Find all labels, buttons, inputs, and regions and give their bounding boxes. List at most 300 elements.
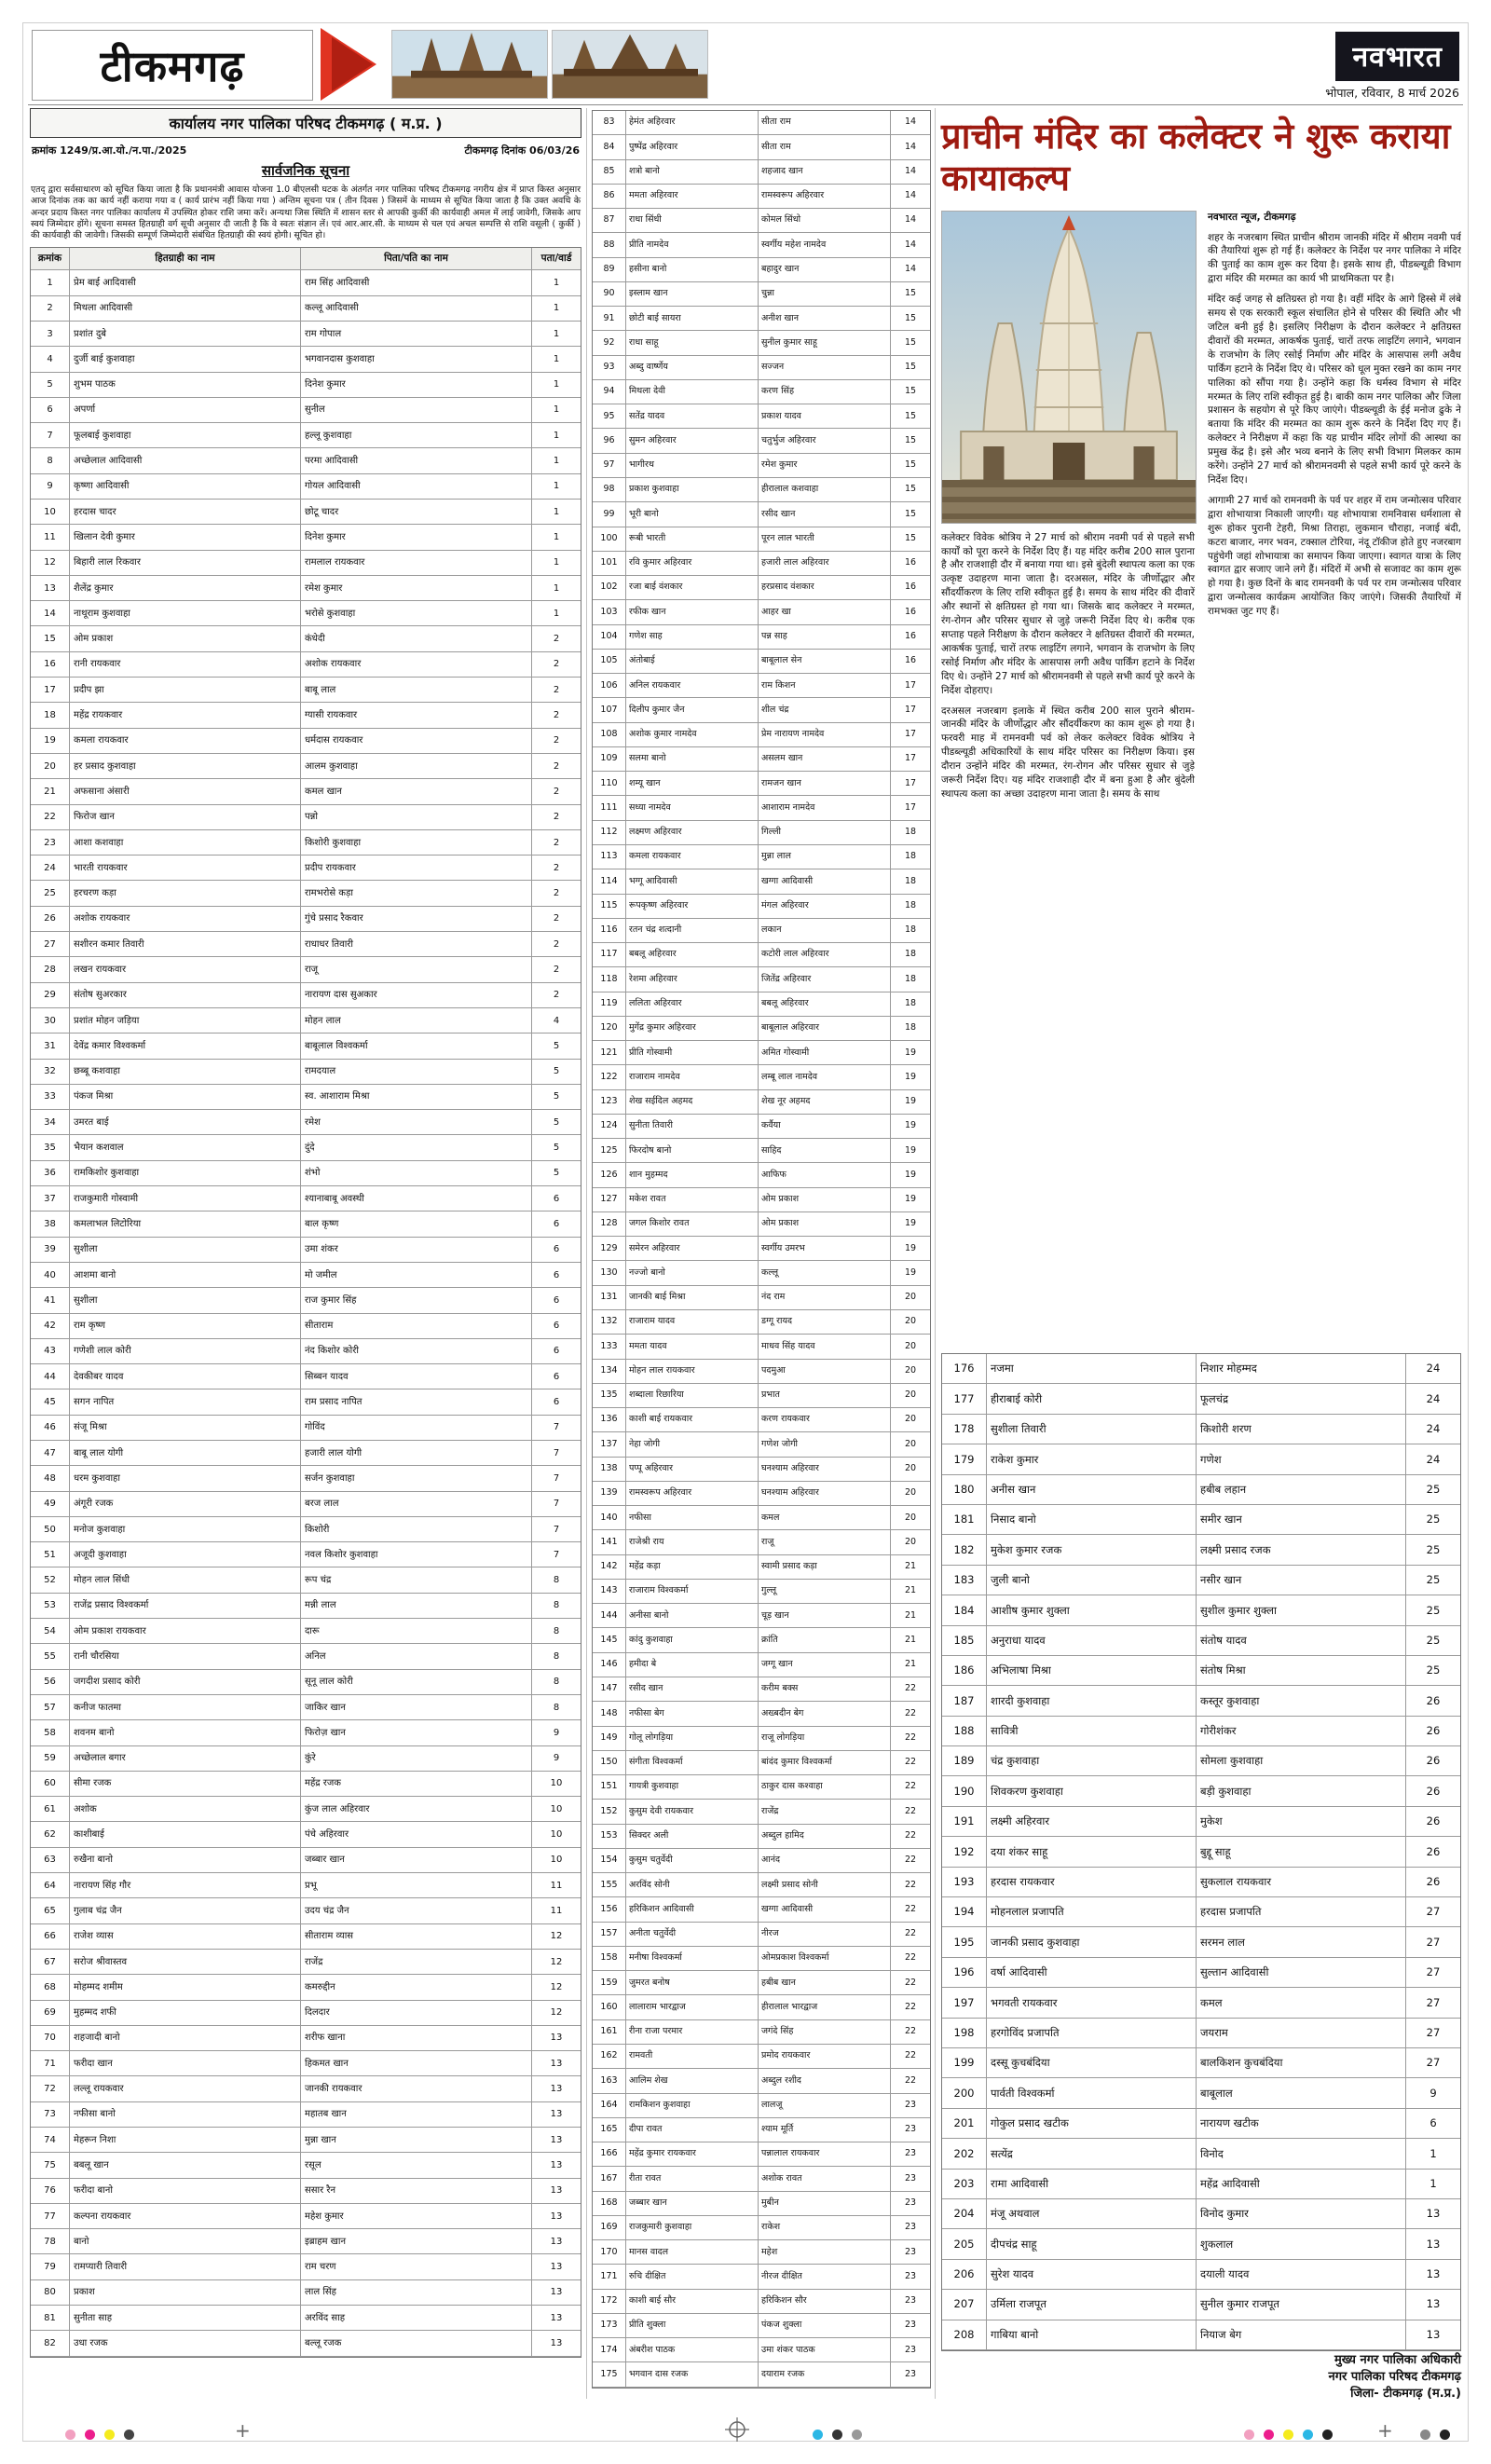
table-cell: शरीफ खाना: [301, 2026, 532, 2051]
table-cell: 21: [31, 779, 70, 804]
table-row: [593, 1139, 930, 1163]
table-cell: संगीता विश्वकर्मा: [626, 1751, 759, 1775]
table-cell: 25: [1406, 1656, 1460, 1686]
table-cell: शैलेंद्र कुमार: [70, 576, 301, 601]
table-cell: 161: [593, 2020, 626, 2045]
table-cell: 16: [891, 600, 930, 624]
table-cell: राजाराम यादव: [626, 1310, 759, 1335]
table-cell: उमरत बाई: [70, 1110, 301, 1135]
table-cell: 8: [532, 1670, 581, 1695]
table-cell: राजू: [759, 1530, 891, 1554]
table-cell: मिथला आदिवासी: [70, 296, 301, 322]
table-cell: 26: [1406, 1868, 1460, 1897]
table-row: [942, 2229, 1460, 2259]
table-row: [593, 895, 930, 919]
table-cell: सध्या नामदेव: [626, 796, 759, 820]
table-cell: रवि कुमार अहिरवार: [626, 552, 759, 576]
table-cell: 24: [1406, 1354, 1460, 1384]
table-row: [942, 1746, 1460, 1776]
table-cell: प्रीति शुक्ला: [626, 2314, 759, 2338]
table-cell: राम गोपाल: [301, 322, 532, 347]
table-cell: आशमा बानो: [70, 1263, 301, 1288]
table-cell: 6: [532, 1211, 581, 1237]
table-cell: 13: [532, 2306, 581, 2331]
masthead: [28, 28, 1463, 103]
table-cell: 19: [891, 1115, 930, 1139]
table-cell: 6: [532, 1186, 581, 1211]
table-cell: अब्दुल हामिद: [759, 1825, 891, 1849]
table-cell: 1: [532, 551, 581, 576]
table-cell: 29: [31, 983, 70, 1008]
table-cell: 113: [593, 845, 626, 869]
news-article: [941, 110, 1461, 1349]
table-cell: काशीबाई: [70, 1822, 301, 1847]
table-cell: शत्रो बानो: [626, 160, 759, 185]
table-cell: लाल सिंह: [301, 2280, 532, 2306]
table-cell: 11: [31, 525, 70, 550]
table-cell: कमल: [759, 1506, 891, 1530]
table-cell: 16: [891, 650, 930, 674]
table-cell: बाबूलाल अहिरवार: [759, 1017, 891, 1041]
table-cell: राधा साहू: [626, 331, 759, 355]
table-cell: 18: [891, 895, 930, 919]
table-cell: प्रमोद रायकवार: [759, 2045, 891, 2069]
table-cell: 12: [31, 551, 70, 576]
table-cell: बिहारी लाल रिकवार: [70, 551, 301, 576]
table-cell: शम्यू खान: [626, 772, 759, 796]
article-dateline: नवभारत न्यूज, टीकमगढ़: [1208, 211, 1296, 223]
table-cell: 62: [31, 1822, 70, 1847]
table-row: [31, 1517, 581, 1542]
table-cell: 48: [31, 1466, 70, 1491]
table-cell: छोटू चादर: [301, 500, 532, 525]
table-cell: क्रांति: [759, 1628, 891, 1652]
table-cell: बबलू खान: [70, 2153, 301, 2178]
temple-photo: [941, 211, 1197, 524]
table-cell: 25: [31, 881, 70, 906]
table-cell: अख्बदीन बेग: [759, 1702, 891, 1726]
table-cell: 14: [31, 601, 70, 626]
table-cell: सत्येंद्र: [987, 2139, 1197, 2169]
table-cell: रामा आदिवासी: [987, 2170, 1197, 2199]
table-row: [31, 1542, 581, 1567]
table-cell: मन्नी लाल: [301, 1594, 532, 1619]
table-row: [31, 1492, 581, 1517]
table-cell: 8: [31, 448, 70, 473]
table-cell: 16: [891, 625, 930, 650]
table-cell: काशी बाई रायकवार: [626, 1408, 759, 1432]
table-cell: हरप्रसाद वंशकार: [759, 576, 891, 600]
table-cell: रमेश कुमार: [301, 576, 532, 601]
table-row: [31, 2229, 581, 2254]
table-cell: 27: [1406, 2019, 1460, 2048]
table-row: [31, 2306, 581, 2331]
table-cell: 19: [891, 1065, 930, 1089]
table-cell: 139: [593, 1482, 626, 1506]
table-cell: 2: [532, 779, 581, 804]
table-cell: 13: [1406, 2260, 1460, 2290]
table-cell: अजूदी कुशवाहा: [70, 1542, 301, 1567]
table-cell: 198: [942, 2019, 987, 2048]
table-cell: 15: [891, 307, 930, 331]
table-cell: 22: [891, 2069, 930, 2093]
table-cell: लम्बू लाल नामदेव: [759, 1065, 891, 1089]
table-row: [593, 135, 930, 159]
table-row: [593, 1604, 930, 1628]
table-cell: स्वर्गीय उमरभ: [759, 1237, 891, 1261]
table-cell: दुंदे: [301, 1135, 532, 1160]
table-cell: 1: [532, 296, 581, 322]
table-cell: ससार रैन: [301, 2179, 532, 2204]
table-cell: राजकुमारी कुशवाहा: [626, 2216, 759, 2240]
table-row: [593, 1188, 930, 1212]
table-row: [593, 2118, 930, 2142]
table-row: [31, 1238, 581, 1263]
red-ribbon-icon: [315, 28, 388, 101]
table-row: [593, 282, 930, 307]
table-cell: 13: [532, 2076, 581, 2101]
masthead-rule: [28, 104, 1463, 105]
table-cell: मेहरून निशा: [70, 2128, 301, 2153]
table-cell: 21: [891, 1604, 930, 1628]
table-cell: हीरालाल कशवाहा: [759, 478, 891, 502]
table-row: [942, 1384, 1460, 1414]
table-cell: 138: [593, 1458, 626, 1482]
table-cell: 1: [532, 322, 581, 347]
table-cell: आलम कुशवाहा: [301, 754, 532, 779]
table-cell: कुंरे: [301, 1746, 532, 1772]
table-cell: कटोरी लाल अहिरवार: [759, 943, 891, 967]
table-row: [593, 2265, 930, 2289]
table-cell: गोविंद: [301, 1416, 532, 1441]
table-cell: सलमा बानो: [626, 747, 759, 772]
table-row: [593, 1995, 930, 2019]
notice-heading: सार्वजनिक सूचना: [261, 162, 350, 179]
table-row: [593, 1482, 930, 1506]
table-cell: राम किशन: [759, 674, 891, 698]
table-cell: ओमप्रकाश विश्वकर्मा: [759, 1947, 891, 1971]
registration-dot: [1244, 2430, 1254, 2440]
table-cell: नीरज दीक्षित: [759, 2265, 891, 2289]
table-cell: संतोष सुअरकार: [70, 983, 301, 1008]
table-cell: हरदास प्रजापति: [1197, 1897, 1406, 1927]
table-cell: नवल किशोर कुशवाहा: [301, 1542, 532, 1567]
registration-dot: [1264, 2430, 1274, 2440]
table-row: [942, 1776, 1460, 1806]
table-cell: 2: [532, 957, 581, 982]
table-cell: 34: [31, 1110, 70, 1135]
table-cell: 21: [891, 1653, 930, 1677]
table-row: [942, 2320, 1460, 2350]
table-cell: 17: [891, 698, 930, 722]
table-cell: 12: [532, 1975, 581, 2000]
table-row: [593, 1237, 930, 1261]
table-row: [31, 2204, 581, 2229]
table-cell: 24: [1406, 1384, 1460, 1414]
table-cell: रामस्वरूप अहिरवार: [626, 1482, 759, 1506]
table-row: [31, 1339, 581, 1364]
table-cell: हमीदा बे: [626, 1653, 759, 1677]
table-cell: अशोक रावत: [759, 2167, 891, 2191]
table-cell: नसीर खान: [1197, 1566, 1406, 1595]
beneficiary-table-col3: [941, 1353, 1461, 2351]
table-cell: दिनेश कुमार: [301, 525, 532, 550]
table-cell: शहजादी बानो: [70, 2026, 301, 2051]
table-cell: सर्जन कुशवाहा: [301, 1466, 532, 1491]
article-body: [941, 211, 1461, 1349]
table-cell: सावित्री: [987, 1717, 1197, 1746]
table-row: [31, 2102, 581, 2128]
table-cell: 87: [593, 209, 626, 233]
table-cell: कमला रायकवार: [626, 845, 759, 869]
table-cell: अंतोबाई: [626, 650, 759, 674]
table-cell: कल्लू आदिवासी: [301, 296, 532, 322]
table-row: [31, 1186, 581, 1211]
table-cell: लकान: [759, 919, 891, 943]
table-cell: 4: [31, 347, 70, 372]
table-row: [31, 626, 581, 651]
table-cell: 131: [593, 1286, 626, 1310]
table-cell: हिकमत खान: [301, 2051, 532, 2076]
table-row: [942, 1717, 1460, 1746]
table-cell: करीम बक्स: [759, 1677, 891, 1702]
table-row: [593, 650, 930, 674]
table-row: [593, 1947, 930, 1971]
table-cell: 124: [593, 1115, 626, 1139]
table-row: [593, 869, 930, 894]
table-cell: 20: [891, 1310, 930, 1335]
table-cell: 192: [942, 1837, 987, 1867]
table-cell: 19: [31, 729, 70, 754]
table-row: [31, 1720, 581, 1745]
table-row: [593, 1702, 930, 1726]
table-cell: सीता राम: [759, 111, 891, 135]
table-cell: अनीसा बानो: [626, 1604, 759, 1628]
table-row: [593, 1897, 930, 1922]
table-cell: 70: [31, 2026, 70, 2051]
table-row: [593, 1286, 930, 1310]
table-cell: 67: [31, 1950, 70, 1975]
table-cell: 102: [593, 576, 626, 600]
table-cell: 19: [891, 1237, 930, 1261]
table-cell: 18: [891, 919, 930, 943]
table-cell: मुबीन: [759, 2192, 891, 2216]
table-cell: श्यानाबाबू अवस्थी: [301, 1186, 532, 1211]
beneficiary-table-col2: [592, 110, 931, 2389]
table-cell: सिब्बन यादव: [301, 1364, 532, 1389]
column-rule: [586, 108, 587, 2399]
table-cell: 207: [942, 2290, 987, 2320]
signature-district: जिला- टीकमगढ़ (म.प्र.): [1350, 2387, 1461, 2402]
table-row: [593, 1335, 930, 1359]
table-row: [593, 600, 930, 624]
table-cell: 47: [31, 1441, 70, 1466]
table-cell: सुशीला: [70, 1288, 301, 1313]
table-row: [593, 258, 930, 282]
table-cell: सज्जन: [759, 356, 891, 380]
table-cell: जगल किशोर रावत: [626, 1212, 759, 1237]
table-cell: गिल्ली: [759, 821, 891, 845]
signature-designation: मुख्य नगर पालिका अधिकारी: [1334, 2353, 1461, 2367]
table-cell: करण सिंह: [759, 380, 891, 404]
table-cell: नजमा: [987, 1354, 1197, 1384]
table-cell: मनोज कुशवाहा: [70, 1517, 301, 1542]
table-cell: शब्दाला रिछारिया: [626, 1384, 759, 1408]
table-cell: फरीदा खान: [70, 2051, 301, 2076]
table-cell: मोहन लाल सिंधी: [70, 1567, 301, 1593]
table-cell: सूनू लाल कोरी: [301, 1670, 532, 1695]
table-cell: 22: [31, 805, 70, 830]
table-cell: सरमन लाल: [1197, 1927, 1406, 1957]
table-cell: रसीद खान: [759, 502, 891, 527]
table-cell: 96: [593, 429, 626, 453]
table-row: [593, 1530, 930, 1554]
table-cell: मंजू अथवाल: [987, 2199, 1197, 2229]
table-cell: 30: [31, 1008, 70, 1034]
crosshair-icon: +: [235, 2419, 251, 2442]
temple-thumbnail-icon: [552, 30, 708, 99]
table-cell: खग्गा आदिवासी: [759, 869, 891, 894]
table-cell: महातब खान: [301, 2102, 532, 2128]
table-row: [31, 474, 581, 500]
table-row: [31, 1416, 581, 1441]
table-cell: समीर खान: [1197, 1505, 1406, 1535]
table-cell: 106: [593, 674, 626, 698]
table-row: [31, 830, 581, 856]
table-row: [593, 404, 930, 429]
table-cell: बड़ी कुशवाहा: [1197, 1776, 1406, 1806]
table-cell: कमल खान: [301, 779, 532, 804]
table-cell: 166: [593, 2142, 626, 2167]
table-cell: दिलदार: [301, 2001, 532, 2026]
table-cell: 32: [31, 1060, 70, 1085]
table-row: [31, 678, 581, 703]
table-cell: ममता अहिरवार: [626, 185, 759, 209]
table-cell: मोहन लाल रायकवार: [626, 1360, 759, 1384]
table-cell: 165: [593, 2118, 626, 2142]
registration-dot: [832, 2430, 842, 2440]
registration-dot: [104, 2430, 115, 2440]
table-cell: कंधेदी: [301, 626, 532, 651]
table-row: [593, 1971, 930, 1995]
table-cell: 20: [891, 1530, 930, 1554]
table-cell: मुहम्मद शफी: [70, 2001, 301, 2026]
table-cell: नाथूराम कुशवाहा: [70, 601, 301, 626]
table-cell: 116: [593, 919, 626, 943]
table-cell: 19: [891, 1090, 930, 1115]
table-cell: हबीब खान: [759, 1971, 891, 1995]
table-cell: 162: [593, 2045, 626, 2069]
table-cell: 9: [532, 1746, 581, 1772]
table-cell: 35: [31, 1135, 70, 1160]
table-cell: 20: [891, 1286, 930, 1310]
table-cell: 173: [593, 2314, 626, 2338]
table-row: [31, 525, 581, 550]
table-cell: राम प्रसाद नापित: [301, 1389, 532, 1415]
table-cell: सुनीता तिवारी: [626, 1115, 759, 1139]
table-cell: मोहम्मद शमीम: [70, 1975, 301, 2000]
table-cell: 152: [593, 1800, 626, 1824]
table-row: [593, 796, 930, 820]
table-cell: 11: [532, 1873, 581, 1898]
table-cell: मुगेंद्र कुमार अहिरवार: [626, 1017, 759, 1041]
table-row: [593, 845, 930, 869]
table-cell: 9: [31, 474, 70, 500]
table-cell: स्वामी प्रसाद कड़ा: [759, 1555, 891, 1580]
table-cell: गणेशी लाल कोरी: [70, 1339, 301, 1364]
table-cell: रामजन खान: [759, 772, 891, 796]
table-cell: 13: [532, 2128, 581, 2153]
table-cell: हजारी लाल योगी: [301, 1441, 532, 1466]
table-cell: 146: [593, 1653, 626, 1677]
table-cell: 17: [891, 747, 930, 772]
table-row: [593, 2338, 930, 2362]
table-cell: राजाराम नामदेव: [626, 1065, 759, 1089]
table-cell: 19: [891, 1261, 930, 1285]
table-row: [593, 1775, 930, 1800]
table-cell: 164: [593, 2094, 626, 2118]
table-cell: ओम प्रकाश: [759, 1212, 891, 1237]
table-cell: 94: [593, 380, 626, 404]
table-cell: 1: [532, 525, 581, 550]
table-cell: राजू लोगड़िया: [759, 1727, 891, 1751]
table-cell: 188: [942, 1717, 987, 1746]
table-cell: 5: [532, 1161, 581, 1186]
table-cell: 25: [1406, 1475, 1460, 1505]
table-row: [593, 1506, 930, 1530]
table-cell: भगवती रायकवार: [987, 1988, 1197, 2018]
table-cell: 108: [593, 723, 626, 747]
public-notice: [30, 108, 581, 2358]
table-cell: 38: [31, 1211, 70, 1237]
table-cell: शेख नूर अहमद: [759, 1090, 891, 1115]
table-row: [942, 2048, 1460, 2078]
table-cell: अब्दुल रशीद: [759, 2069, 891, 2093]
table-cell: मुन्ना खान: [301, 2128, 532, 2153]
table-cell: 11: [532, 1898, 581, 1923]
table-cell: 171: [593, 2265, 626, 2289]
table-row: [31, 1924, 581, 1950]
table-cell: राजेंद्र: [301, 1950, 532, 1975]
table-cell: 22: [891, 1825, 930, 1849]
table-row: [31, 1873, 581, 1898]
table-cell: 154: [593, 1849, 626, 1873]
table-cell: 17: [31, 678, 70, 703]
table-cell: 49: [31, 1492, 70, 1517]
column-header: पिता/पति का नाम: [301, 248, 532, 270]
table-cell: 39: [31, 1238, 70, 1263]
table-cell: रानी रायकवार: [70, 652, 301, 678]
table-row: [593, 1653, 930, 1677]
table-cell: लल्लू रायकवार: [70, 2076, 301, 2101]
table-cell: 20: [891, 1506, 930, 1530]
table-cell: रामदयाल: [301, 1060, 532, 1085]
table-row: [942, 2109, 1460, 2139]
table-cell: रीना राजा परमार: [626, 2020, 759, 2045]
table-cell: नीरज: [759, 1923, 891, 1947]
table-cell: सरोज श्रीवास्तव: [70, 1950, 301, 1975]
table-cell: हरदास रायकवार: [987, 1868, 1197, 1897]
table-cell: गणेश: [1197, 1444, 1406, 1474]
table-cell: दिलीप कुमार जैन: [626, 698, 759, 722]
table-cell: जुली बानो: [987, 1566, 1197, 1595]
table-cell: 203: [942, 2170, 987, 2199]
table-cell: ललिता अहिरवार: [626, 992, 759, 1017]
table-cell: 110: [593, 772, 626, 796]
table-row: [31, 2128, 581, 2153]
table-row: [593, 2045, 930, 2069]
table-cell: 74: [31, 2128, 70, 2153]
